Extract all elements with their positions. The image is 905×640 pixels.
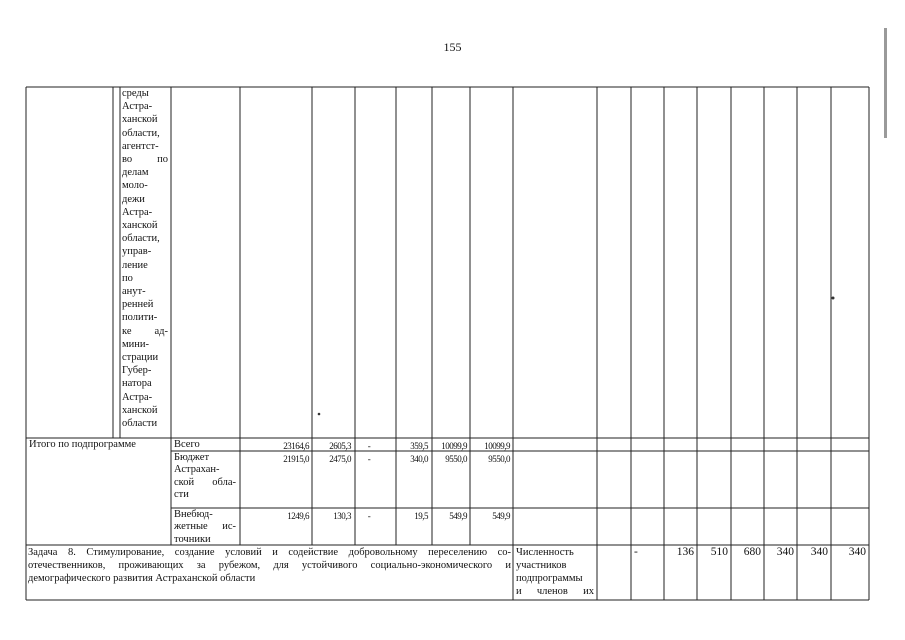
funding-value: 549,9 <box>492 511 510 521</box>
funding-value: 359,5 <box>410 441 428 451</box>
executor-line: во по <box>122 154 168 165</box>
funding-source-line: точники <box>174 533 211 545</box>
funding-value: 1249,6 <box>287 511 309 521</box>
executor-line: моло- <box>122 180 148 192</box>
executor-line: агентст- <box>122 140 159 152</box>
executor-line: мини- <box>122 338 149 350</box>
funding-source-line: Внебюд- <box>174 509 213 520</box>
funding-source-line: сти <box>174 489 189 501</box>
executor-line: области, <box>122 127 160 139</box>
funding-value: 23164,6 <box>283 441 309 451</box>
task8-value: 510 <box>710 546 728 558</box>
executor-line: Астра- <box>122 391 153 403</box>
funding-source-line: Всего <box>174 439 200 450</box>
funding-value: 19,5 <box>414 511 428 521</box>
executor-line: полити- <box>122 312 158 324</box>
executor-line: натора <box>122 378 152 390</box>
funding-value: - <box>367 511 371 521</box>
funding-value: 130,3 <box>333 511 351 521</box>
executor-line: Губер- <box>122 365 152 377</box>
task8-value: - <box>634 546 638 558</box>
executor-line: Астра- <box>122 101 153 113</box>
funding-source-line: жетные ис- <box>174 521 236 533</box>
funding-value: 340,0 <box>410 454 428 464</box>
executor-line: Астра- <box>122 206 153 218</box>
executor-line: ление <box>122 259 148 271</box>
task8-value: 680 <box>743 546 761 558</box>
task8-value: 340 <box>848 546 866 558</box>
funding-value: 9550,0 <box>445 454 467 464</box>
executor-line: страции <box>122 352 159 363</box>
task8-text-line: отечественников, проживающих за рубежом, для устойчивого социально-экономического и <box>28 560 511 571</box>
task8-value: 340 <box>776 546 794 558</box>
executor-line: ханской <box>122 404 158 416</box>
funding-source-line: Астрахан- <box>174 464 220 476</box>
task8-value: 136 <box>676 546 694 558</box>
funding-value: 10099,9 <box>441 441 467 451</box>
task8-indicator-line: и членов их <box>516 586 594 597</box>
task8-indicator-line: подпрограммы <box>516 573 583 584</box>
executor-line: ханской <box>122 220 158 231</box>
executor-line: делам <box>122 167 149 179</box>
task8-text-line: демографического развития Астраханской области <box>28 573 256 584</box>
executor-line: по <box>122 272 133 284</box>
executor-line: области <box>122 418 158 429</box>
funding-value: - <box>367 441 371 451</box>
funding-source-line: ской обла- <box>174 476 236 488</box>
executor-line: области, <box>122 233 160 245</box>
task8-indicator-line: участников <box>516 560 567 571</box>
funding-value: 549,9 <box>449 511 467 521</box>
executor-line: среды <box>122 88 149 99</box>
executor-line: ханской <box>122 114 158 126</box>
executor-line: дежи <box>122 193 145 205</box>
task8-indicator-line: Численность <box>516 547 574 558</box>
executor-line: ке ад- <box>122 325 168 337</box>
executor-line: анут- <box>122 286 146 297</box>
funding-source-line: Бюджет <box>174 452 210 463</box>
funding-value: 9550,0 <box>488 454 510 464</box>
funding-value: 10099,9 <box>484 441 510 451</box>
task8-text-line: Задача 8. Стимулирование, создание условий и содействие добровольному переселению со- <box>28 547 511 558</box>
page-number: 155 <box>443 40 462 54</box>
funding-value: 2475,0 <box>329 454 351 464</box>
funding-value: 21915,0 <box>283 454 309 464</box>
executor-line: управ- <box>122 246 152 258</box>
funding-value: 2605,3 <box>329 441 351 451</box>
funding-value: - <box>367 454 371 464</box>
executor-line: ренней <box>122 299 154 311</box>
total-label: Итого по подпрограмме <box>29 439 136 450</box>
task8-value: 340 <box>810 546 828 558</box>
